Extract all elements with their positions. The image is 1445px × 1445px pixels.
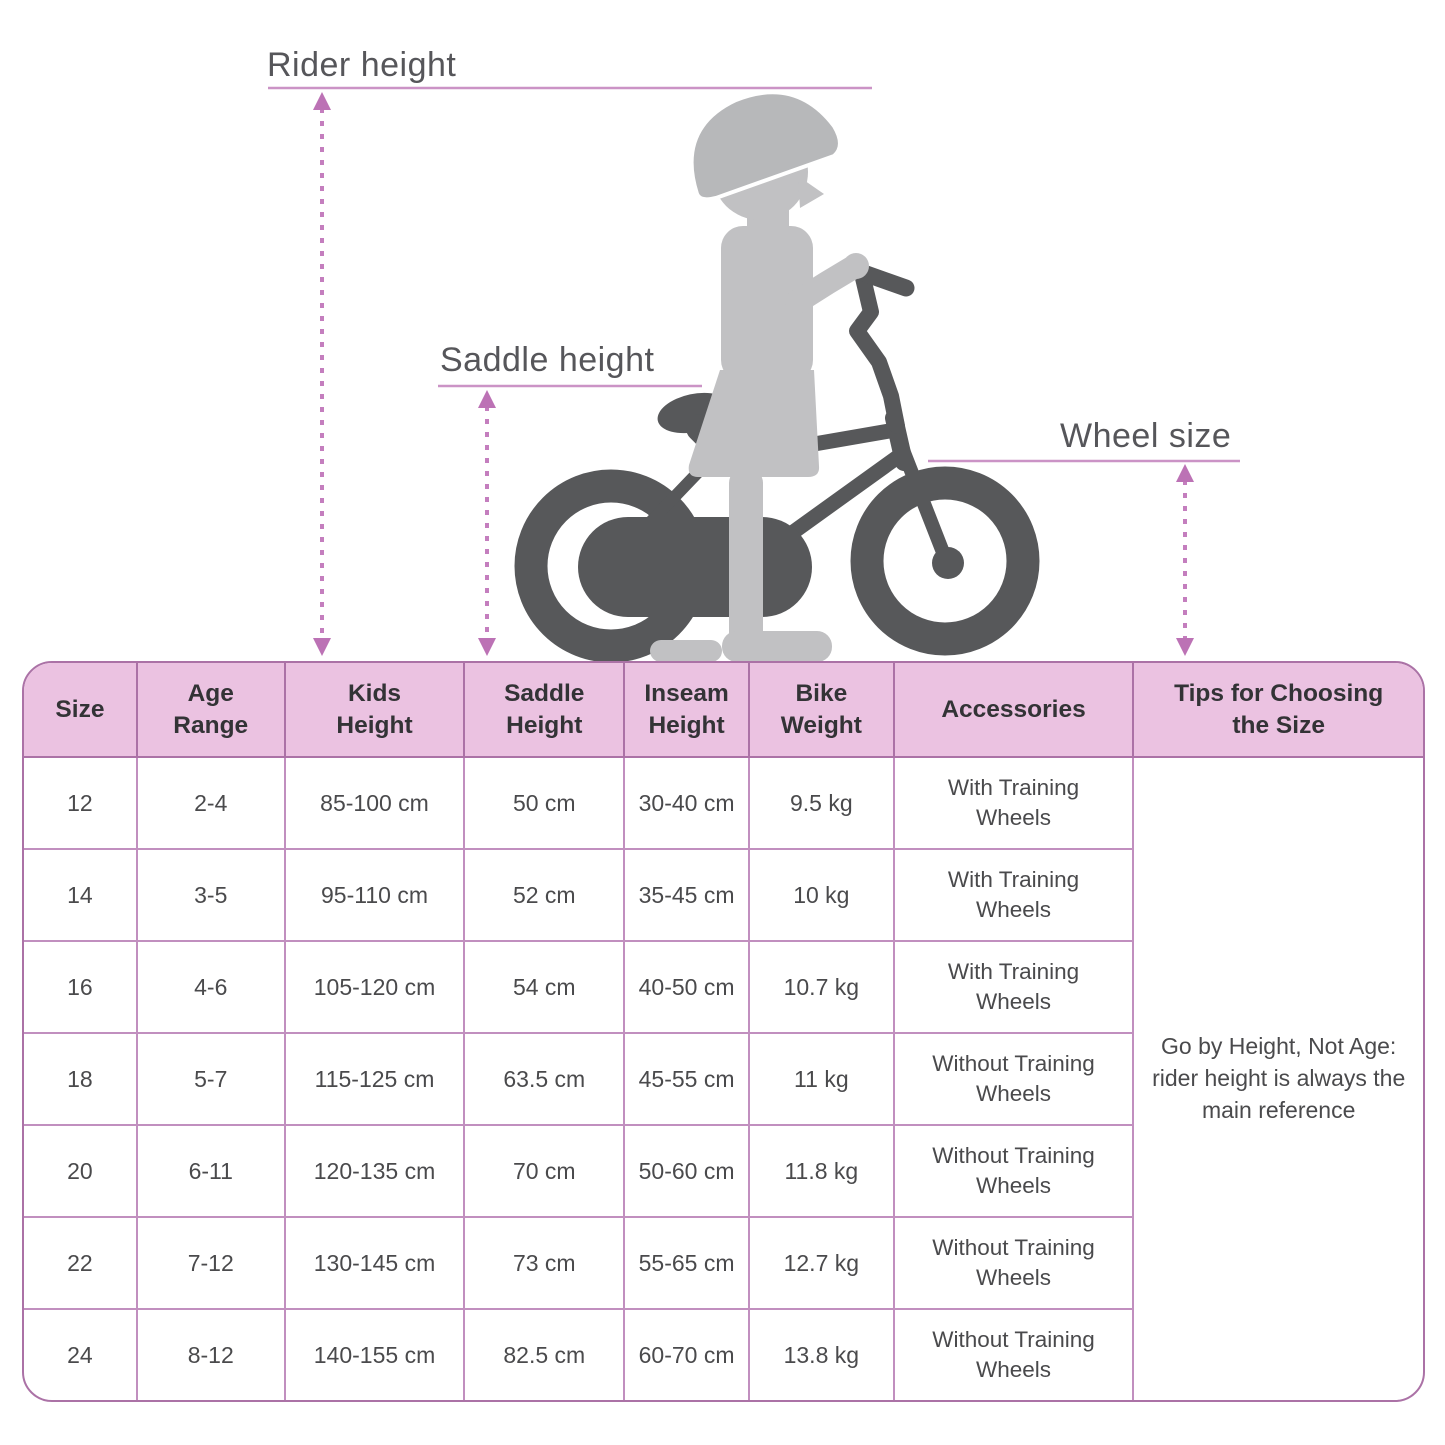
cell-inseam-height: 30-40 cm (624, 757, 749, 849)
cell-accessories: With Training Wheels (894, 941, 1134, 1033)
cell-accessories: With Training Wheels (894, 849, 1134, 941)
cell-bike-weight: 9.5 kg (749, 757, 894, 849)
cell-kids-height: 105-120 cm (285, 941, 465, 1033)
size-table (22, 661, 1425, 1402)
table-row (24, 757, 1423, 849)
cell-saddle-height: 70 cm (464, 1125, 624, 1217)
cell-size: 18 (24, 1033, 137, 1125)
front-hub (932, 547, 964, 579)
cell-kids-height: 140-155 cm (285, 1309, 465, 1400)
cell-kids-height: 130-145 cm (285, 1217, 465, 1309)
cell-kids-height: 120-135 cm (285, 1125, 465, 1217)
header-inseam-height: Inseam Height (624, 663, 749, 757)
cell-saddle-height: 54 cm (464, 941, 624, 1033)
cell-size: 22 (24, 1217, 137, 1309)
cell-age-range: 6-11 (137, 1125, 285, 1217)
rider-height-label: Rider height (267, 46, 457, 84)
header-row (24, 663, 1423, 757)
wheel-size-arrow (1176, 464, 1194, 656)
cell-size: 16 (24, 941, 137, 1033)
cell-bike-weight: 13.8 kg (749, 1309, 894, 1400)
header-accessories: Accessories (894, 663, 1134, 757)
header-age-range: Age Range (137, 663, 285, 757)
cell-bike-weight: 11 kg (749, 1033, 894, 1125)
back-shoe (650, 640, 722, 661)
front-shoe (722, 631, 832, 661)
header-saddle-height: Saddle Height (464, 663, 624, 757)
header-size: Size (24, 663, 137, 757)
cell-saddle-height: 82.5 cm (464, 1309, 624, 1400)
handlebar (857, 278, 897, 426)
leg (729, 468, 763, 648)
hand (843, 253, 869, 279)
nose (798, 176, 824, 208)
saddle-height-arrow (478, 390, 496, 656)
cell-inseam-height: 35-45 cm (624, 849, 749, 941)
header-bike-weight: Bike Weight (749, 663, 894, 757)
cell-inseam-height: 60-70 cm (624, 1309, 749, 1400)
header-tips: Tips for Choosing the Size (1133, 663, 1423, 757)
chain-guard (578, 517, 812, 617)
cell-saddle-height: 50 cm (464, 757, 624, 849)
wheel-size-label: Wheel size (1060, 417, 1232, 455)
header-kids-height: Kids Height (285, 663, 465, 757)
cell-kids-height: 115-125 cm (285, 1033, 465, 1125)
cell-saddle-height: 63.5 cm (464, 1033, 624, 1125)
cell-age-range: 3-5 (137, 849, 285, 941)
bike-diagram (0, 0, 1445, 661)
cell-kids-height: 95-110 cm (285, 849, 465, 941)
cell-age-range: 2-4 (137, 757, 285, 849)
cell-age-range: 7-12 (137, 1217, 285, 1309)
rider-height-arrow (313, 92, 331, 656)
cell-size: 14 (24, 849, 137, 941)
size-table-grid (24, 663, 1423, 1400)
cell-accessories: Without Training Wheels (894, 1033, 1134, 1125)
cell-inseam-height: 40-50 cm (624, 941, 749, 1033)
saddle-height-label: Saddle height (440, 341, 655, 379)
cell-saddle-height: 73 cm (464, 1217, 624, 1309)
cell-saddle-height: 52 cm (464, 849, 624, 941)
cell-inseam-height: 50-60 cm (624, 1125, 749, 1217)
cell-inseam-height: 45-55 cm (624, 1033, 749, 1125)
cell-inseam-height: 55-65 cm (624, 1217, 749, 1309)
cell-age-range: 5-7 (137, 1033, 285, 1125)
tips-text: Go by Height, Not Age: rider height is always the main reference (1152, 1033, 1406, 1123)
cell-size: 24 (24, 1309, 137, 1400)
cell-bike-weight: 12.7 kg (749, 1217, 894, 1309)
cell-accessories: With Training Wheels (894, 757, 1134, 849)
cell-accessories: Without Training Wheels (894, 1309, 1134, 1400)
cell-bike-weight: 11.8 kg (749, 1125, 894, 1217)
cell-age-range: 8-12 (137, 1309, 285, 1400)
cell-size: 12 (24, 757, 137, 849)
cell-accessories: Without Training Wheels (894, 1125, 1134, 1217)
cell-kids-height: 85-100 cm (285, 757, 465, 849)
cell-bike-weight: 10 kg (749, 849, 894, 941)
cell-bike-weight: 10.7 kg (749, 941, 894, 1033)
cell-size: 20 (24, 1125, 137, 1217)
shorts (689, 370, 819, 477)
cell-accessories: Without Training Wheels (894, 1217, 1134, 1309)
cell-age-range: 4-6 (137, 941, 285, 1033)
cell-tips (1133, 757, 1423, 1400)
